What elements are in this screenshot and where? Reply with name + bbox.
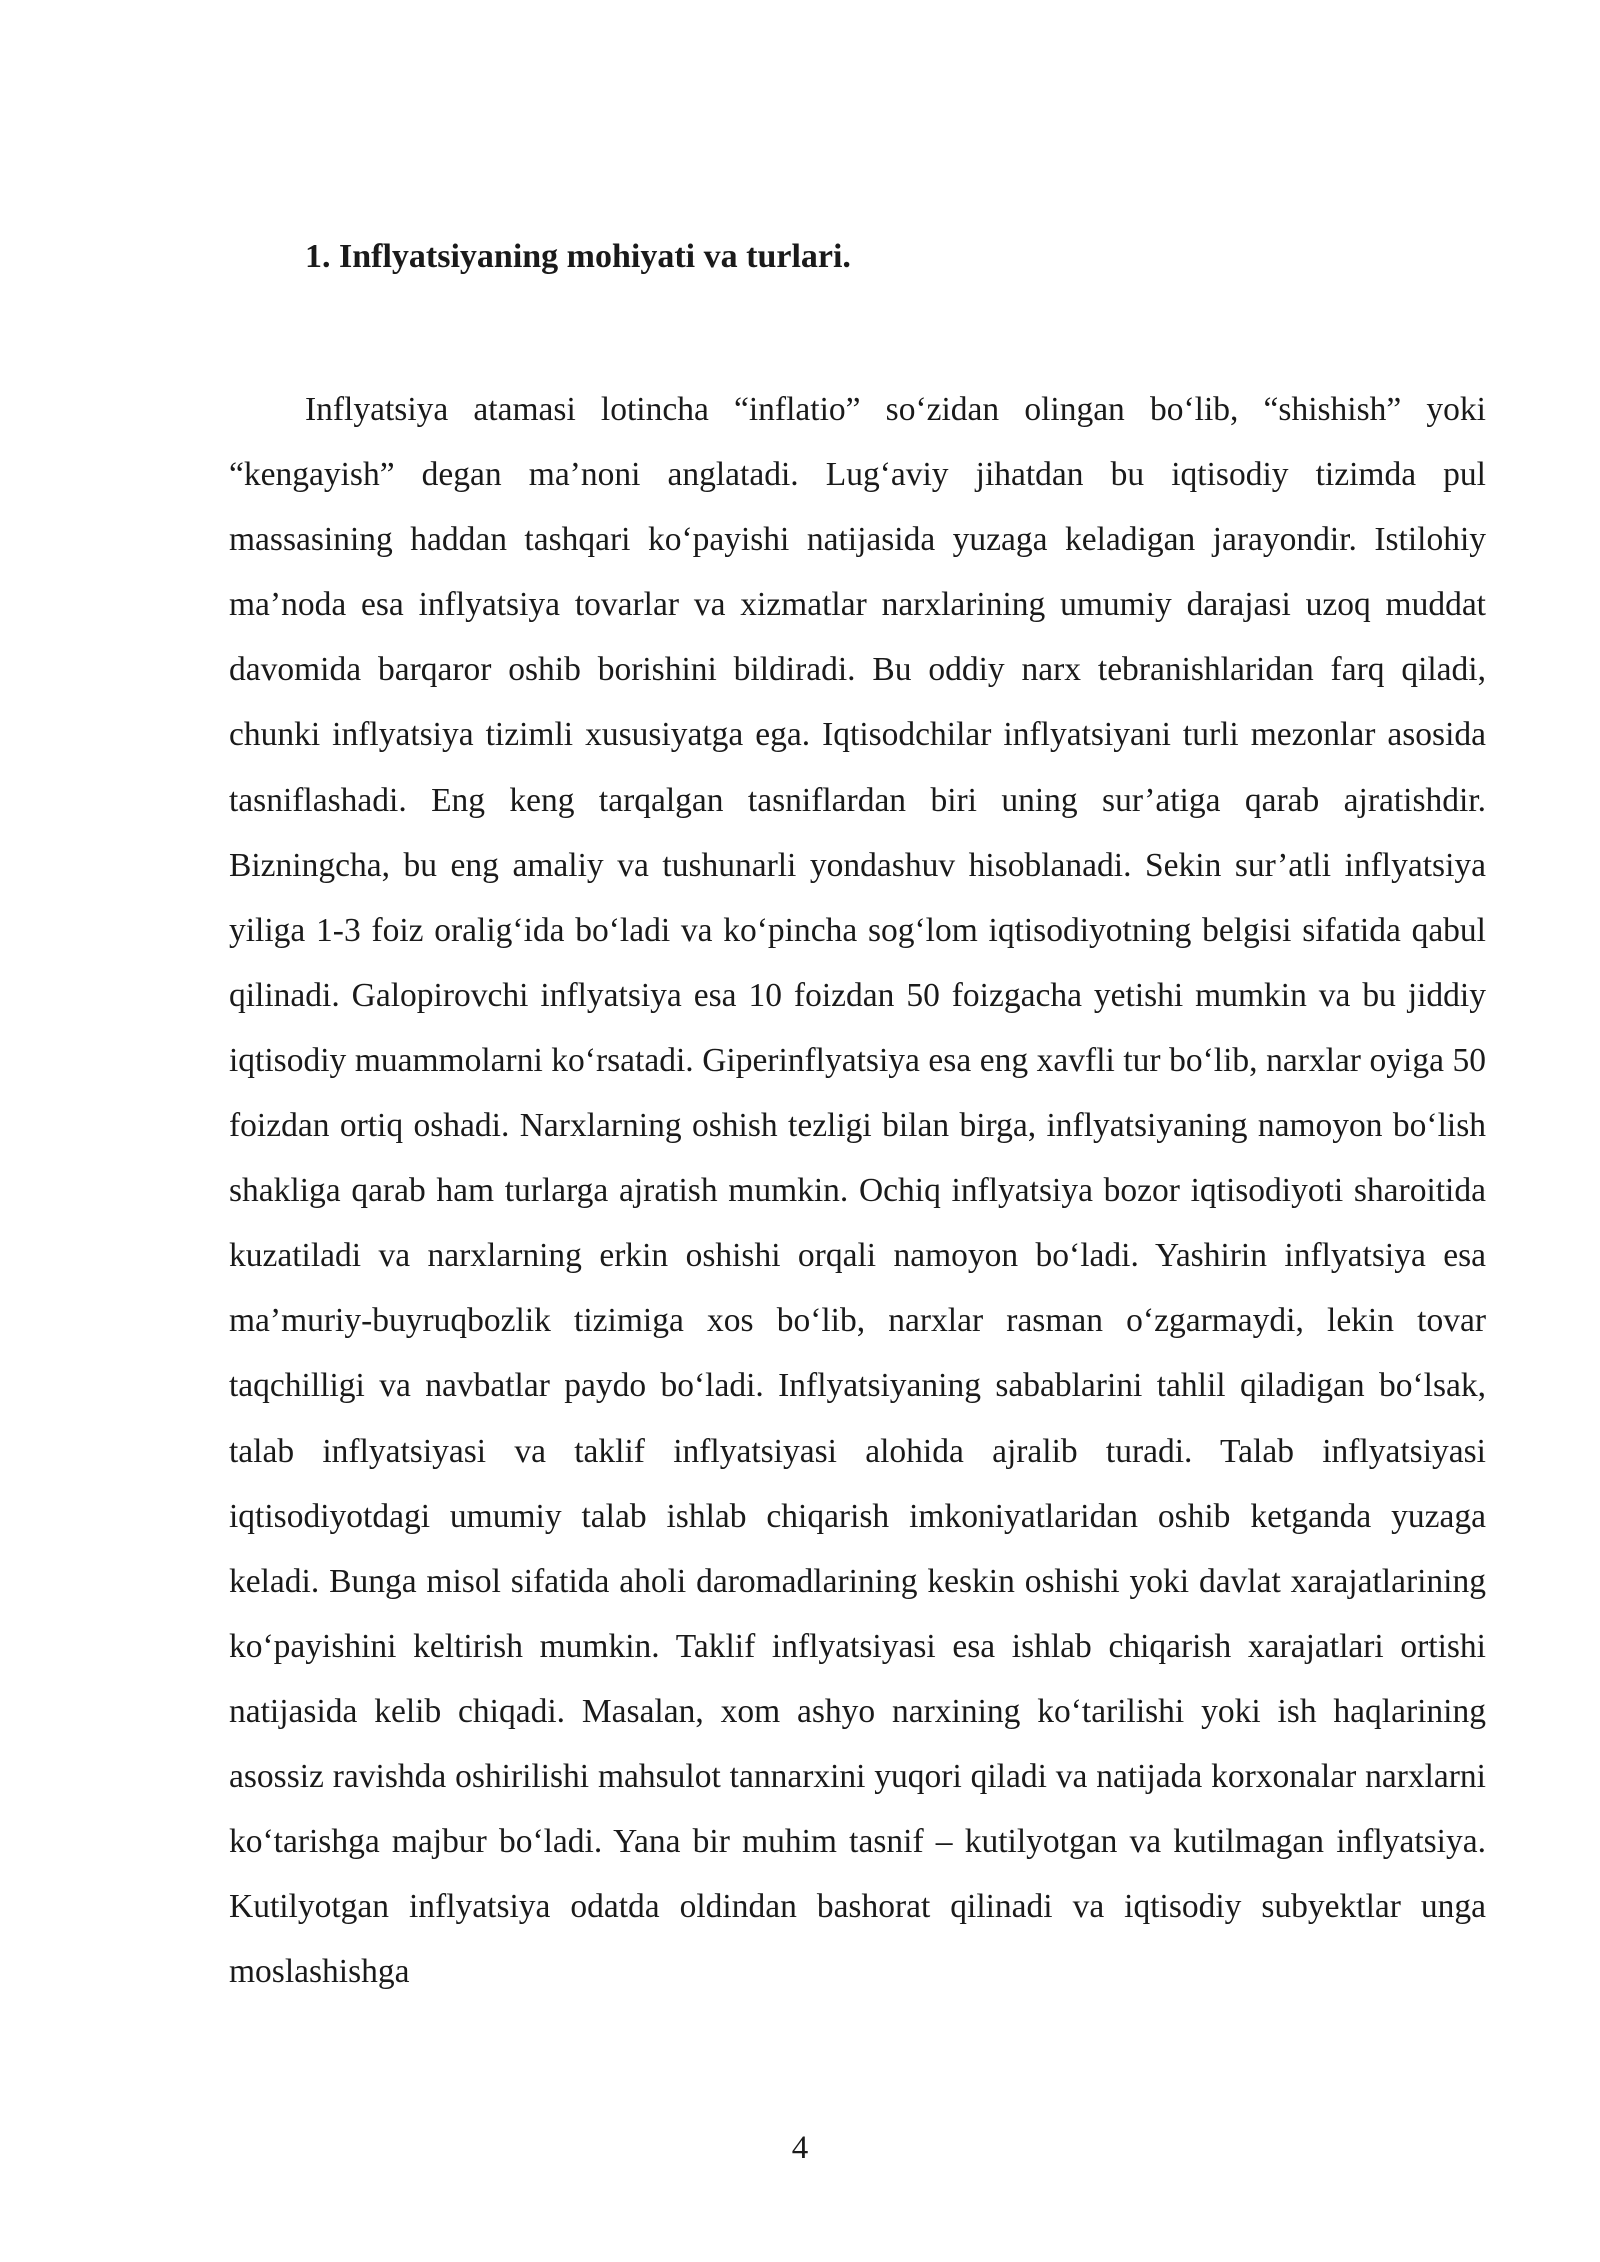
section-heading: 1. Inflyatsiyaning mohiyati va turlari. [305, 238, 851, 275]
page-number: 4 [791, 2130, 809, 2166]
body-paragraph: Inflyatsiya atamasi lotincha “inflatio” so‘zidan olingan bo‘lib, “shishish” yoki “kengayish” degan ma’noni anglatadi. Lug‘aviy jihatdan bu iqtisodiy tizimda pul massasining haddan tashqari ko‘payishi natijasida yuzaga keladigan jarayondir. Istilohiy ma’noda esa inflyatsiya tovarlar va xizmatlar narxlarining umumiy darajasi uzoq muddat davomida barqaror oshib borishini bildiradi. Bu oddiy narx tebranishlaridan farq qiladi, chunki inflyatsiya tizimli xususiyatga ega. Iqtisodchilar inflyatsiyani turli mezonlar asosida tasniflashadi. Eng keng tarqalgan tasniflardan biri uning sur’atiga qarab ajratishdir. Bizningcha, bu eng amaliy va tushunarli yondashuv hisoblanadi. Sekin sur’atli inflyatsiya yiliga 1-3 foiz oralig‘ida bo‘ladi va ko‘pincha sog‘lom iqtisodiyotning belgisi sifatida qabul qilinadi. Galopirovchi inflyatsiya esa 10 foizdan 50 foizgacha yetishi mumkin va bu jiddiy iqtisodiy muammolarni ko‘rsatadi. Giperinflyatsiya esa eng xavfli tur bo‘lib, narxlar oyiga 50 foizdan ortiq oshadi. Narxlarning oshish tezligi bilan birga, inflyatsiyaning namoyon bo‘lish shakliga qarab ham turlarga ajratish mumkin. Ochiq inflyatsiya bozor iqtisodiyoti sharoitida kuzatiladi va narxlarning erkin oshishi orqali namoyon bo‘ladi. Yashirin inflyatsiya esa ma’muriy-buyruqbozlik tizimiga xos bo‘lib, narxlar rasman o‘zgarmaydi, lekin tovar taqchilligi va navbatlar paydo bo‘ladi. Inflyatsiyaning sabablarini tahlil qiladigan bo‘lsak, talab inflyatsiyasi va taklif inflyatsiyasi alohida ajralib turadi. Talab inflyatsiyasi iqtisodiyotdagi umumiy talab ishlab chiqarish imkoniyatlaridan oshib ketganda yuzaga keladi. Bunga misol sifatida aholi daromadlarining keskin oshishi yoki davlat xarajatlarining ko‘payishini keltirish mumkin. Taklif inflyatsiyasi esa ishlab chiqarish xarajatlari ortishi natijasida kelib chiqadi. Masalan, xom ashyo narxining ko‘tarilishi yoki ish haqlarining asossiz ravishda oshirilishi mahsulot tannarxini yuqori qiladi va natijada korxonalar narxlarni ko‘tarishga majbur bo‘ladi. Yana bir muhim tasnif – kutilyotgan va kutilmagan inflyatsiya. Kutilyotgan inflyatsiya odatda oldindan bashorat qilinadi va iqtisodiy subyektlar unga moslashishga [229, 391, 1486, 1991]
